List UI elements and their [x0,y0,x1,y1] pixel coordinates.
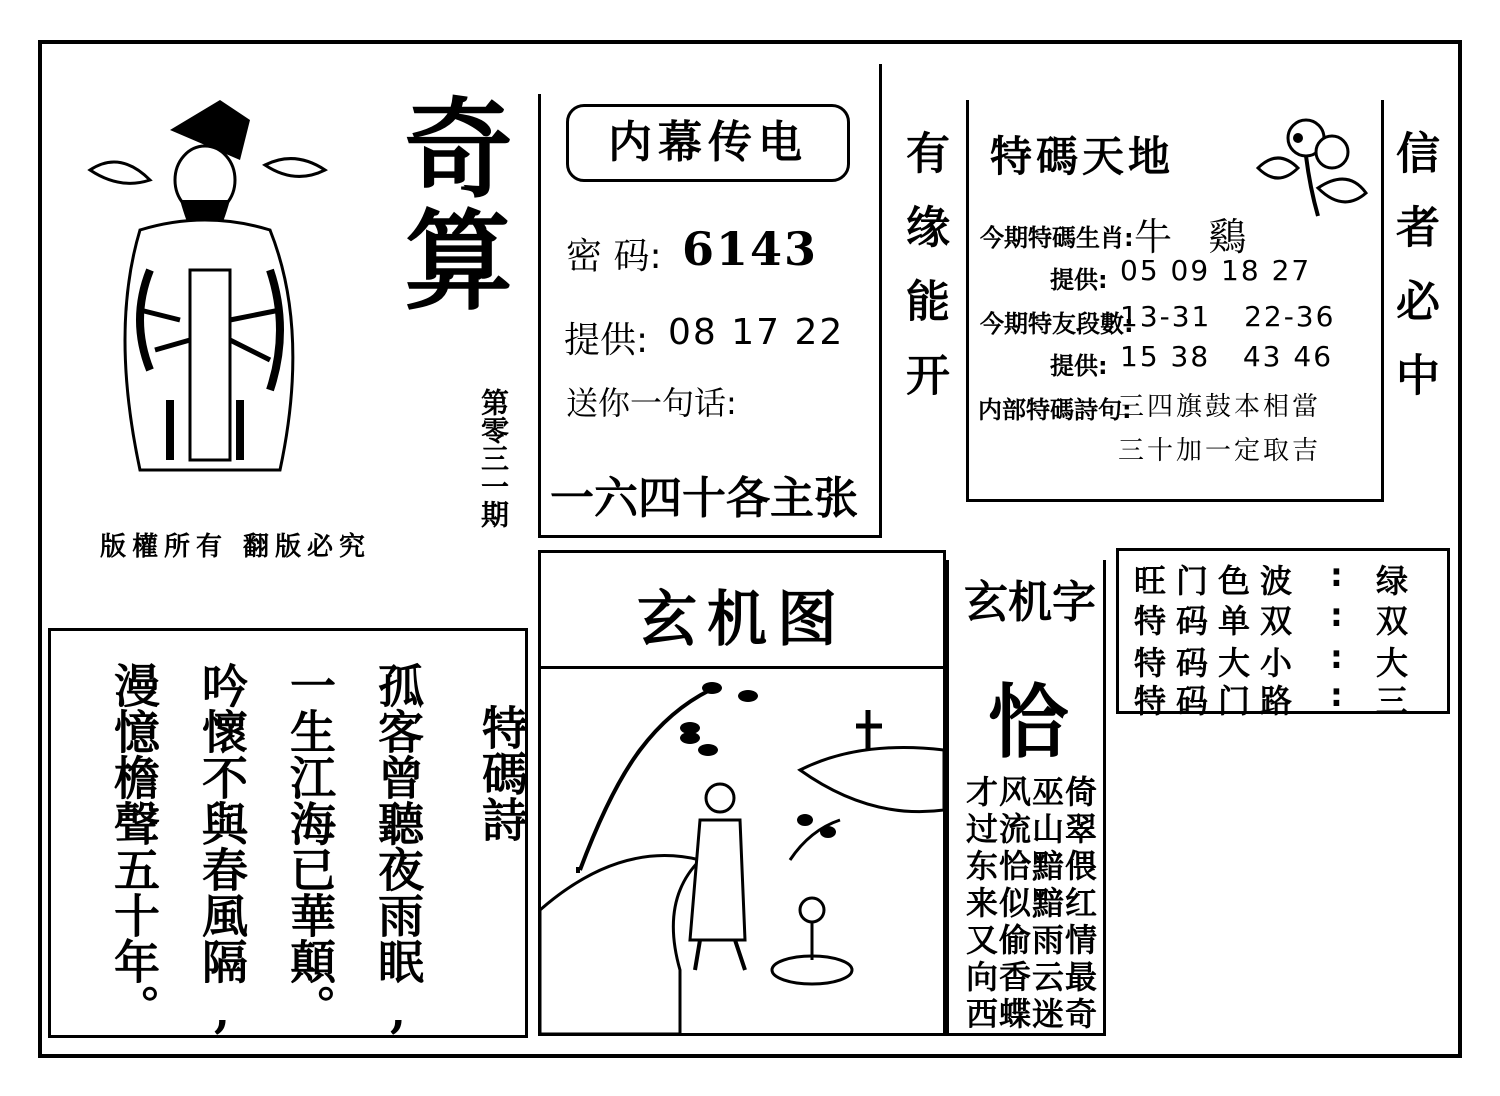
insider-box-edge [538,94,541,538]
segment-value: 13-31 22-36 [1120,300,1336,333]
riddle-picture-divider [538,666,946,669]
riddle-line: 过流山翠 [966,810,1099,848]
riddle-line: 向香云最 [966,958,1099,996]
copyright-notice: 版權所有 翻版必究 [100,532,372,562]
attr-label-color: 旺门色波 [1134,562,1303,600]
riddle-line: 又偷雨情 [966,921,1099,959]
attr-value-oddeven: 双 [1376,602,1409,640]
riddle-character: 恰 [988,676,1068,769]
phrase-right: 信者必中 [1388,130,1439,426]
special-code-title: 特碼天地 [990,132,1175,181]
flower-icon [1248,108,1368,220]
insider-banner: 内幕传电 [566,104,850,182]
riddle-picture-title: 玄机图 [637,585,847,655]
provide-value-2: 15 38 43 46 [1120,340,1334,373]
attr-value-path: 三 [1376,682,1409,720]
verse-line-1: 三四旗鼓本相當 [1118,392,1322,422]
attr-label-size: 特码大小 [1134,644,1303,682]
riddle-line: 西蝶迷奇 [966,995,1099,1033]
poem-column: 孤客曾聽夜雨眠, [371,662,425,1038]
page-title: 奇算 [386,92,511,316]
phrase-left: 有缘能开 [898,130,949,426]
riddle-character-grid [966,774,1098,1033]
verse-label: 内部特碼詩句: [978,396,1132,424]
segment-label: 今期特友段數: [980,310,1134,338]
riddle-line: 才风巫倚 [966,773,1099,811]
provide-label-1: 提供: [1050,266,1108,294]
riddle-line: 东恰黯偎 [966,847,1099,885]
poem-column: 一生江海已華顛。 [283,662,337,1030]
provide-value: 08 17 22 [668,312,845,353]
riddle-line: 来似黯红 [966,884,1099,922]
poem-title: 特碼詩 [475,704,529,842]
attr-value-color: 绿 [1376,562,1409,600]
deity-figure-illustration [80,70,340,500]
zodiac-value: 牛 鷄 [1134,215,1247,259]
provide-label-2: 提供: [1050,352,1108,380]
attr-value-size: 大 [1376,644,1409,682]
attr-colon: : [1330,556,1343,594]
zodiac-label: 今期特碼生肖: [980,224,1134,252]
saying-value: 一六四十各主张 [550,473,858,524]
provide-label: 提供: [564,320,649,361]
poem-column: 漫憶檐聲五十年。 [107,662,161,1030]
code-value: 6143 [682,222,819,276]
poem-column: 吟懷不與春風隔, [195,662,249,1038]
attr-label-path: 特码门路 [1134,682,1303,720]
attr-label-oddeven: 特码单双 [1134,602,1303,640]
code-label: 密 码: [566,236,662,277]
issue-number: 第零三一期 [477,388,510,528]
attr-colon: : [1330,676,1343,714]
attr-colon: : [1330,638,1343,676]
attr-colon: : [1330,596,1343,634]
riddle-character-title: 玄机字 [964,577,1096,628]
provide-value-1: 05 09 18 27 [1120,254,1312,287]
saying-label: 送你一句话: [566,384,737,422]
verse-line-2: 三十加一定取吉 [1118,436,1322,466]
riddle-scene-illustration [540,670,944,1034]
